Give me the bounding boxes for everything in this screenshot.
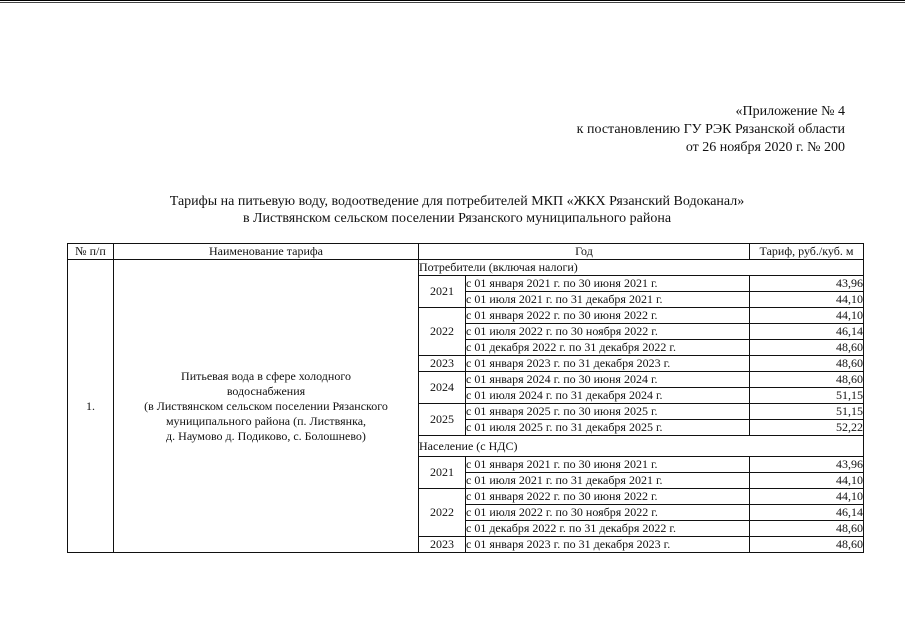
section-population: Население (с НДС): [419, 436, 864, 457]
tariff-name-line-3: (в Листвянском сельском поселении Рязанского: [144, 398, 388, 413]
top-edge-line-2: [0, 2, 905, 3]
tariff-value: 51,15: [750, 388, 864, 404]
tariff-name-line-1: Питьевая вода в сфере холодного: [181, 368, 351, 383]
header-year: Год: [419, 244, 750, 260]
tariff-value: 52,22: [750, 420, 864, 436]
tariff-value: 48,60: [750, 521, 864, 537]
section-consumers: Потребители (включая налоги): [419, 260, 864, 276]
row-number: 1.: [68, 260, 114, 553]
year-cell: 2022: [419, 308, 466, 356]
year-cell: 2025: [419, 404, 466, 436]
period-cell: с 01 декабря 2022 г. по 31 декабря 2022 г.: [466, 340, 750, 356]
tariff-value: 51,15: [750, 404, 864, 420]
tariff-value: 46,14: [750, 505, 864, 521]
tariff-table: [67, 243, 864, 553]
tariff-value: 44,10: [750, 473, 864, 489]
tariff-name-line-4: муниципального района (п. Листвянка,: [165, 413, 367, 428]
tariff-name-cell: [114, 260, 419, 553]
table-row: [68, 260, 864, 276]
tariff-name-line-5: д. Наумово д. Подиково, с. Болошнево): [166, 428, 366, 443]
year-cell: 2021: [419, 457, 466, 489]
period-cell: с 01 января 2022 г. по 30 июня 2022 г.: [466, 489, 750, 505]
tariff-value: 43,96: [750, 457, 864, 473]
year-cell: 2024: [419, 372, 466, 404]
header-name: Наименование тарифа: [114, 244, 419, 260]
period-cell: с 01 января 2023 г. по 31 декабря 2023 г.: [466, 356, 750, 372]
year-cell: 2022: [419, 489, 466, 537]
period-cell: с 01 июля 2025 г. по 31 декабря 2025 г.: [466, 420, 750, 436]
appendix-line-3: от 26 ноября 2020 г. № 200: [685, 140, 845, 155]
period-cell: с 01 июля 2022 г. по 30 ноября 2022 г.: [466, 505, 750, 521]
period-cell: с 01 июля 2021 г. по 31 декабря 2021 г.: [466, 292, 750, 308]
appendix-block: [577, 103, 845, 157]
tariff-value: 48,60: [750, 537, 864, 553]
tariff-name-line-2: водоснабжения: [226, 383, 306, 398]
title-line-1: Тарифы на питьевую воду, водоотведение для потребителей МКП «ЖКХ Рязанский Водоканал»: [169, 194, 745, 209]
header-tariff: Тариф, руб./куб. м: [750, 244, 864, 260]
year-cell: 2023: [419, 356, 466, 372]
period-cell: с 01 декабря 2022 г. по 31 декабря 2022 г.: [466, 521, 750, 537]
appendix-line-1: «Приложение № 4: [735, 104, 845, 119]
tariff-value: 48,60: [750, 372, 864, 388]
top-edge-line: [0, 0, 905, 1]
tariff-value: 44,10: [750, 308, 864, 324]
period-cell: с 01 июля 2021 г. по 31 декабря 2021 г.: [466, 473, 750, 489]
tariff-value: 48,60: [750, 340, 864, 356]
appendix-line-2: к постановлению ГУ РЭК Рязанской области: [576, 122, 845, 137]
document-title: [68, 193, 846, 227]
period-cell: с 01 января 2021 г. по 30 июня 2021 г.: [466, 457, 750, 473]
title-line-2: в Листвянском сельском поселении Рязанского муниципального района: [242, 211, 672, 226]
period-cell: с 01 января 2024 г. по 30 июня 2024 г.: [466, 372, 750, 388]
year-cell: 2021: [419, 276, 466, 308]
period-cell: с 01 января 2021 г. по 30 июня 2021 г.: [466, 276, 750, 292]
table-header-row: [68, 244, 864, 260]
period-cell: с 01 января 2025 г. по 30 июня 2025 г.: [466, 404, 750, 420]
tariff-value: 43,96: [750, 276, 864, 292]
period-cell: с 01 января 2022 г. по 30 июня 2022 г.: [466, 308, 750, 324]
tariff-value: 44,10: [750, 489, 864, 505]
tariff-value: 46,14: [750, 324, 864, 340]
tariff-value: 48,60: [750, 356, 864, 372]
tariff-value: 44,10: [750, 292, 864, 308]
period-cell: с 01 июля 2024 г. по 31 декабря 2024 г.: [466, 388, 750, 404]
header-num: № п/п: [68, 244, 114, 260]
period-cell: с 01 июля 2022 г. по 30 ноября 2022 г.: [466, 324, 750, 340]
year-cell: 2023: [419, 537, 466, 553]
period-cell: с 01 января 2023 г. по 31 декабря 2023 г.: [466, 537, 750, 553]
